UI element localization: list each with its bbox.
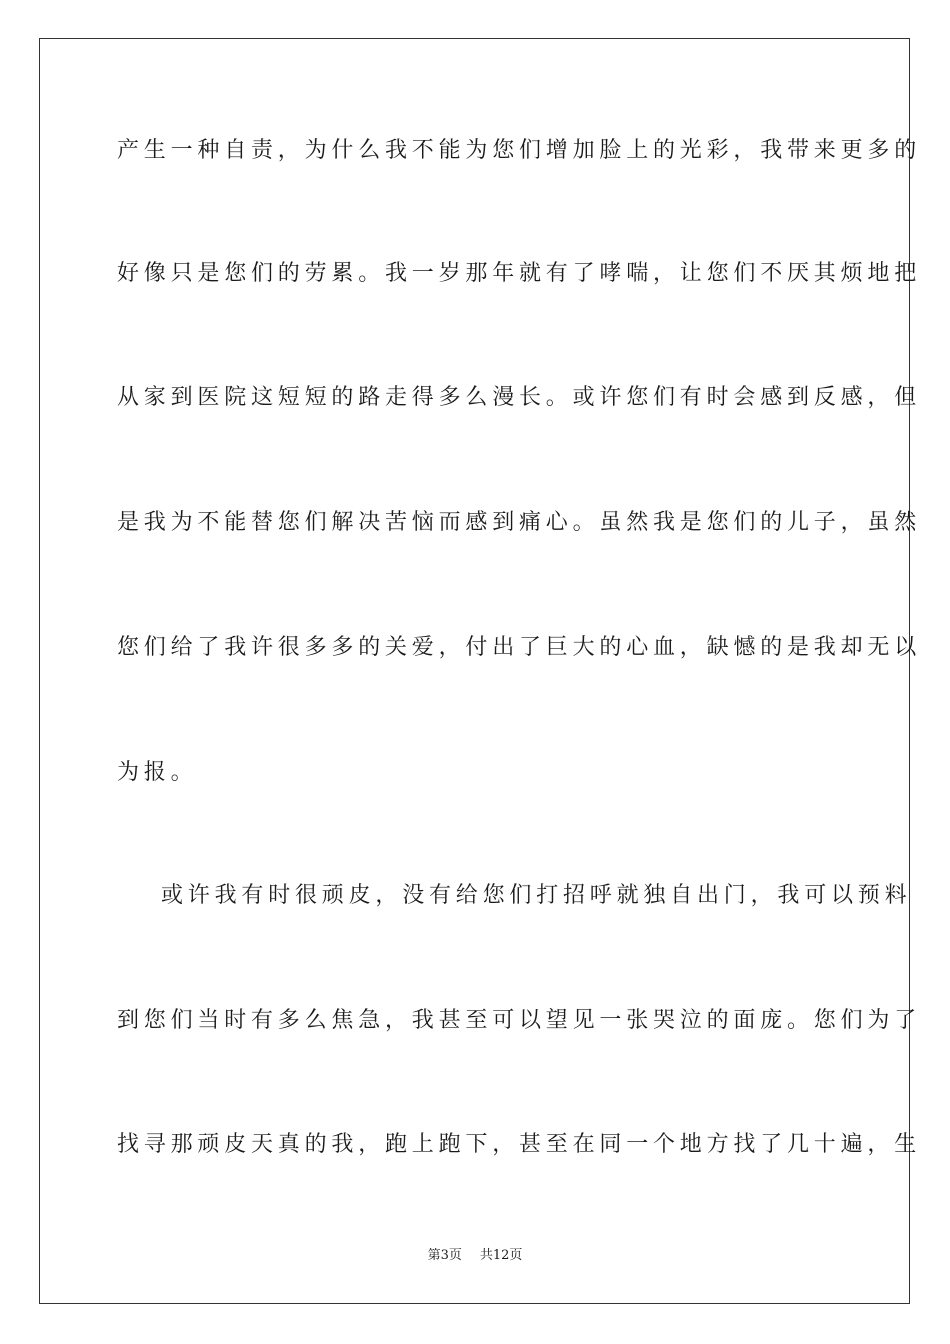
body-text-line-6: 为报。 [117,760,198,785]
page-frame [39,38,922,1304]
body-text-line-7: 或许我有时很顽皮，没有给您们打招呼就独自出门，我可以预料 [161,883,912,908]
body-text-line-3: 从家到医院这短短的路走得多么漫长。或许您们有时会感到反感，但 [117,385,922,410]
body-text-line-8: 到您们当时有多么焦急，我甚至可以望见一张哭泣的面庞。您们为了 [117,1008,922,1033]
body-text-line-9: 找寻那顽皮天真的我，跑上跑下，甚至在同一个地方找了几十遍，生 [117,1132,922,1157]
page-footer [0,1247,950,1265]
body-text-line-1: 产生一种自责，为什么我不能为您们增加脸上的光彩，我带来更多的 [117,138,922,163]
page-number: 第3页 [427,1248,462,1263]
body-text-line-4: 是我为不能替您们解决苦恼而感到痛心。虽然我是您们的儿子，虽然 [117,510,922,535]
body-text-line-2: 好像只是您们的劳累。我一岁那年就有了哮喘，让您们不厌其烦地把 [117,261,922,286]
page-total: 共12页 [479,1248,523,1263]
body-text-line-5: 您们给了我许很多多的关爱，付出了巨大的心血，缺憾的是我却无以 [117,635,922,660]
